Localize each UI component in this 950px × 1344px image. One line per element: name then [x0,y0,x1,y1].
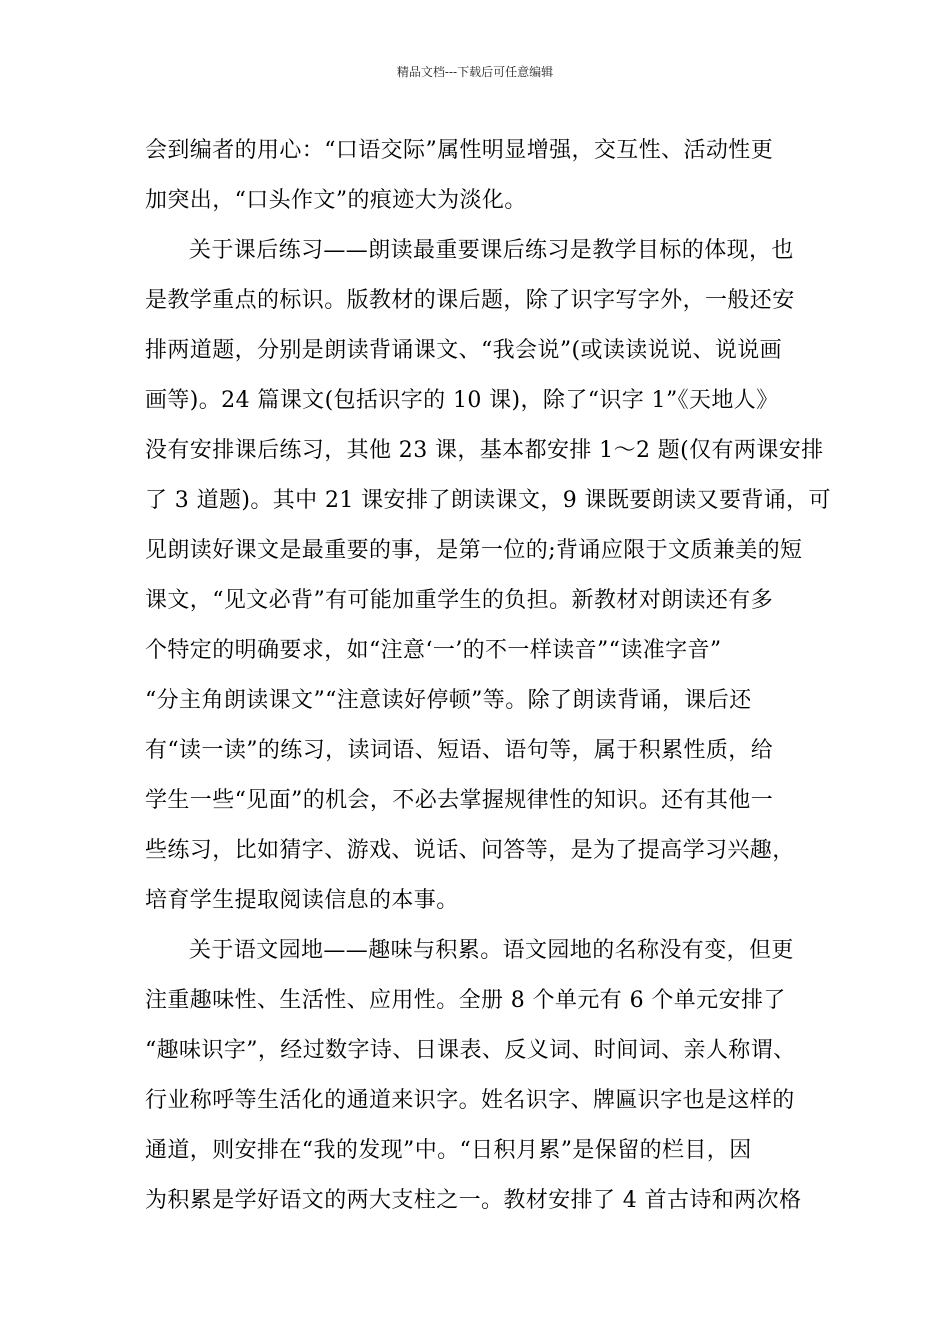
text-line: “趣味识字”，经过数字诗、日课表、反义词、时间词、亲人称谓、 [145,1038,796,1063]
text-line: 学生一些“见面”的机会，不必去掌握规律性的知识。还有其他一 [145,788,774,813]
text-line: 没有安排课后练习，其他 23 课，基本都安排 1～2 题(仅有两课安排 [145,438,824,463]
page-header: 精品文档---下载后可任意编辑 [396,65,554,79]
text-line: 通道，则安排在“我的发现”中。“日积月累”是保留的栏目，因 [145,1138,752,1163]
text-line: 注重趣味性、生活性、应用性。全册 8 个单元有 6 个单元安排了 [145,988,786,1013]
text-line: 见朗读好课文是最重要的事，是第一位的;背诵应限于文质兼美的短 [145,538,803,563]
paragraph-first-line: 关于课后练习——朗读最重要课后练习是教学目标的体现，也 [189,238,794,263]
paragraph-first-line: 关于语文园地——趣味与积累。语文园地的名称没有变，但更 [189,938,794,963]
text-line: 有“读一读”的练习，读词语、短语、语句等，属于积累性质，给 [145,738,774,763]
text-line: 行业称呼等生活化的通道来识字。姓名识字、牌匾识字也是这样的 [145,1088,795,1113]
text-line: 是教学重点的标识。版教材的课后题，除了识字写字外，一般还安 [145,288,795,313]
text-line: 排两道题，分别是朗读背诵课文、“我会说”(或读读说说、说说画 [145,338,783,363]
text-line: 为积累是学好语文的两大支柱之一。教材安排了 4 首古诗和两次格 [145,1188,802,1213]
text-line: 加突出，“口头作文”的痕迹大为淡化。 [145,188,527,213]
text-line: “分主角朗读课文”“注意读好停顿”等。除了朗读背诵，课后还 [145,688,752,713]
text-line: 个特定的明确要求，如“注意‘一’的不一样读音”“读准字音” [145,638,722,663]
text-line: 了 3 道题)。其中 21 课安排了朗读课文，9 课既要朗读又要背诵，可 [145,488,831,513]
text-line: 培育学生提取阅读信息的本事。 [145,888,459,913]
text-line: 些练习，比如猜字、游戏、说话、问答等，是为了提高学习兴趣， [145,838,795,863]
text-line: 课文，“见文必背”有可能加重学生的负担。新教材对朗读还有多 [145,588,774,613]
text-line: 画等)。24 篇课文(包括识字的 10 课)，除了“识字 1”《天地人》 [145,388,779,413]
text-line: 会到编者的用心：“口语交际”属性明显增强，交互性、活动性更 [145,138,774,163]
